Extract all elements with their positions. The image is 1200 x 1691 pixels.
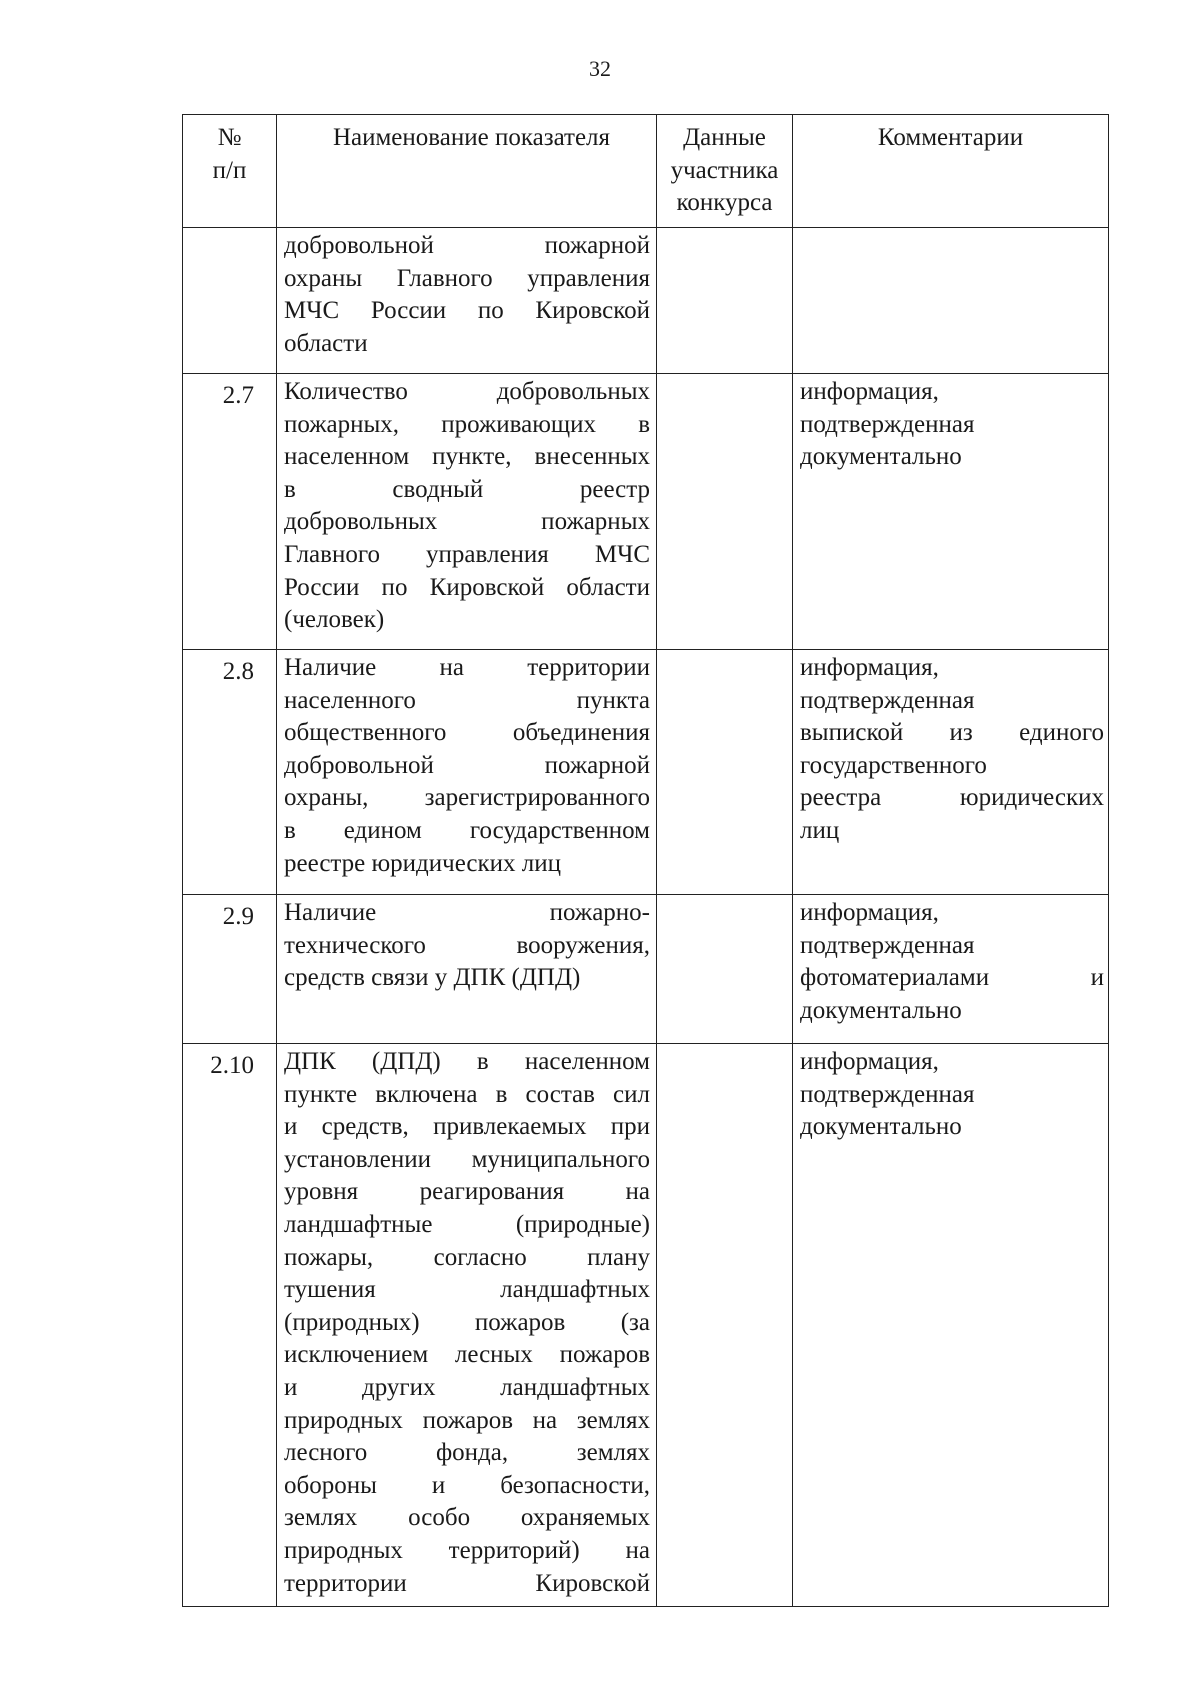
header-line: Данные xyxy=(683,124,766,151)
text-line: реестре юридических лиц xyxy=(284,849,562,877)
text-line: добровольной пожарной xyxy=(284,751,650,779)
text-line: уровня реагирования на xyxy=(284,1178,650,1206)
text-line: документально xyxy=(800,1113,962,1141)
text-line: пожары, согласно плану xyxy=(284,1243,650,1271)
header-line: Наименование показателя xyxy=(332,124,611,151)
text-line: и других ландшафтных xyxy=(284,1373,650,1401)
text-line: подтвержденная xyxy=(800,410,975,438)
text-line: подтвержденная xyxy=(800,1080,975,1108)
text-line: пожарных, проживающих в xyxy=(284,410,650,438)
text-line: (природных) пожаров (за xyxy=(284,1308,650,1336)
text-line: документально xyxy=(800,996,962,1024)
header-line: участника xyxy=(670,156,779,184)
row-comment-cell xyxy=(793,228,1109,374)
row-name-cell xyxy=(277,895,657,1044)
header-line: № xyxy=(217,124,242,151)
text-line: обороны и безопасности, xyxy=(284,1471,650,1499)
text-line: населенном пункте, внесенных xyxy=(284,443,650,471)
text-line: населенного пункта xyxy=(284,686,650,714)
header-number-cell xyxy=(183,115,277,228)
text-line: подтвержденная xyxy=(800,931,975,959)
row-number-cell: 2.9 xyxy=(183,895,277,1044)
table-row xyxy=(183,1044,1109,1607)
text-line: подтвержденная xyxy=(800,686,975,714)
text-line: установлении муниципального xyxy=(284,1145,650,1173)
text-line: охраны Главного управления xyxy=(284,264,650,292)
row-name-cell xyxy=(277,374,657,650)
row-data-cell xyxy=(657,1044,793,1607)
text-line: природных территорий) на xyxy=(284,1536,650,1564)
text-line: природных пожаров на землях xyxy=(284,1406,650,1434)
header-data-cell xyxy=(657,115,793,228)
row-data-cell xyxy=(657,895,793,1044)
table-row xyxy=(183,650,1109,895)
text-line: в сводный реестр xyxy=(284,475,650,503)
row-comment-cell xyxy=(793,1044,1109,1607)
table-row xyxy=(183,895,1109,1044)
text-line: государственного xyxy=(800,751,987,779)
text-line: информация, xyxy=(800,378,939,405)
row-data-cell xyxy=(657,650,793,895)
text-line: реестра юридических xyxy=(800,784,1104,812)
row-number-cell xyxy=(183,228,277,374)
text-line: исключением лесных пожаров xyxy=(284,1341,650,1369)
text-line: МЧС России по Кировской xyxy=(284,297,650,325)
row-number-cell: 2.10 xyxy=(183,1044,277,1607)
text-line: лесного фонда, землях xyxy=(284,1439,650,1467)
row-data-cell xyxy=(657,374,793,650)
row-data-cell xyxy=(657,228,793,374)
table-row xyxy=(183,374,1109,650)
header-comment-cell xyxy=(793,115,1109,228)
text-line: информация, xyxy=(800,899,939,926)
text-line: средств связи у ДПК (ДПД) xyxy=(284,964,581,992)
header-name-cell xyxy=(277,115,657,228)
text-line: лиц xyxy=(800,816,840,844)
row-comment-cell xyxy=(793,374,1109,650)
header-line: п/п xyxy=(212,156,247,184)
text-line: землях особо охраняемых xyxy=(284,1504,650,1532)
row-name-cell xyxy=(277,650,657,895)
indicators-table xyxy=(182,114,1109,1607)
text-line: информация, xyxy=(800,654,939,681)
text-line: и средств, привлекаемых при xyxy=(284,1113,650,1141)
row-number-cell: 2.7 xyxy=(183,374,277,650)
text-line: фотоматериалами и xyxy=(800,964,1104,992)
text-line: ДПК (ДПД) в населенном xyxy=(284,1048,650,1075)
text-line: общественного объединения xyxy=(284,719,650,747)
text-line: Главного управления МЧС xyxy=(284,540,650,568)
row-number-cell: 2.8 xyxy=(183,650,277,895)
text-line: (человек) xyxy=(284,606,385,634)
text-line: документально xyxy=(800,443,962,471)
row-comment-cell xyxy=(793,650,1109,895)
text-line: добровольных пожарных xyxy=(284,508,650,536)
header-line: Комментарии xyxy=(877,124,1024,151)
text-line: информация, xyxy=(800,1048,939,1075)
text-line: добровольной пожарной xyxy=(284,232,650,259)
text-line: в едином государственном xyxy=(284,816,650,844)
text-line: технического вооружения, xyxy=(284,931,650,959)
text-line: тушения ландшафтных xyxy=(284,1276,650,1304)
row-comment-cell xyxy=(793,895,1109,1044)
text-line: ландшафтные (природные) xyxy=(284,1210,650,1238)
text-line: охраны, зарегистрированного xyxy=(284,784,650,812)
text-line: Наличие пожарно- xyxy=(284,899,650,926)
text-line: России по Кировской области xyxy=(284,573,650,601)
table-header-row xyxy=(183,115,1109,228)
page-number: 32 xyxy=(589,56,611,81)
row-name-cell xyxy=(277,228,657,374)
text-line: Количество добровольных xyxy=(284,378,650,405)
text-line: пункте включена в состав сил xyxy=(284,1080,650,1108)
text-line: выпиской из единого xyxy=(800,719,1104,747)
text-line: Наличие на территории xyxy=(284,654,650,681)
row-name-cell xyxy=(277,1044,657,1607)
text-line: территории Кировской xyxy=(284,1569,650,1597)
text-line: области xyxy=(284,329,368,357)
table-row xyxy=(183,228,1109,374)
header-line: конкурса xyxy=(676,189,773,217)
